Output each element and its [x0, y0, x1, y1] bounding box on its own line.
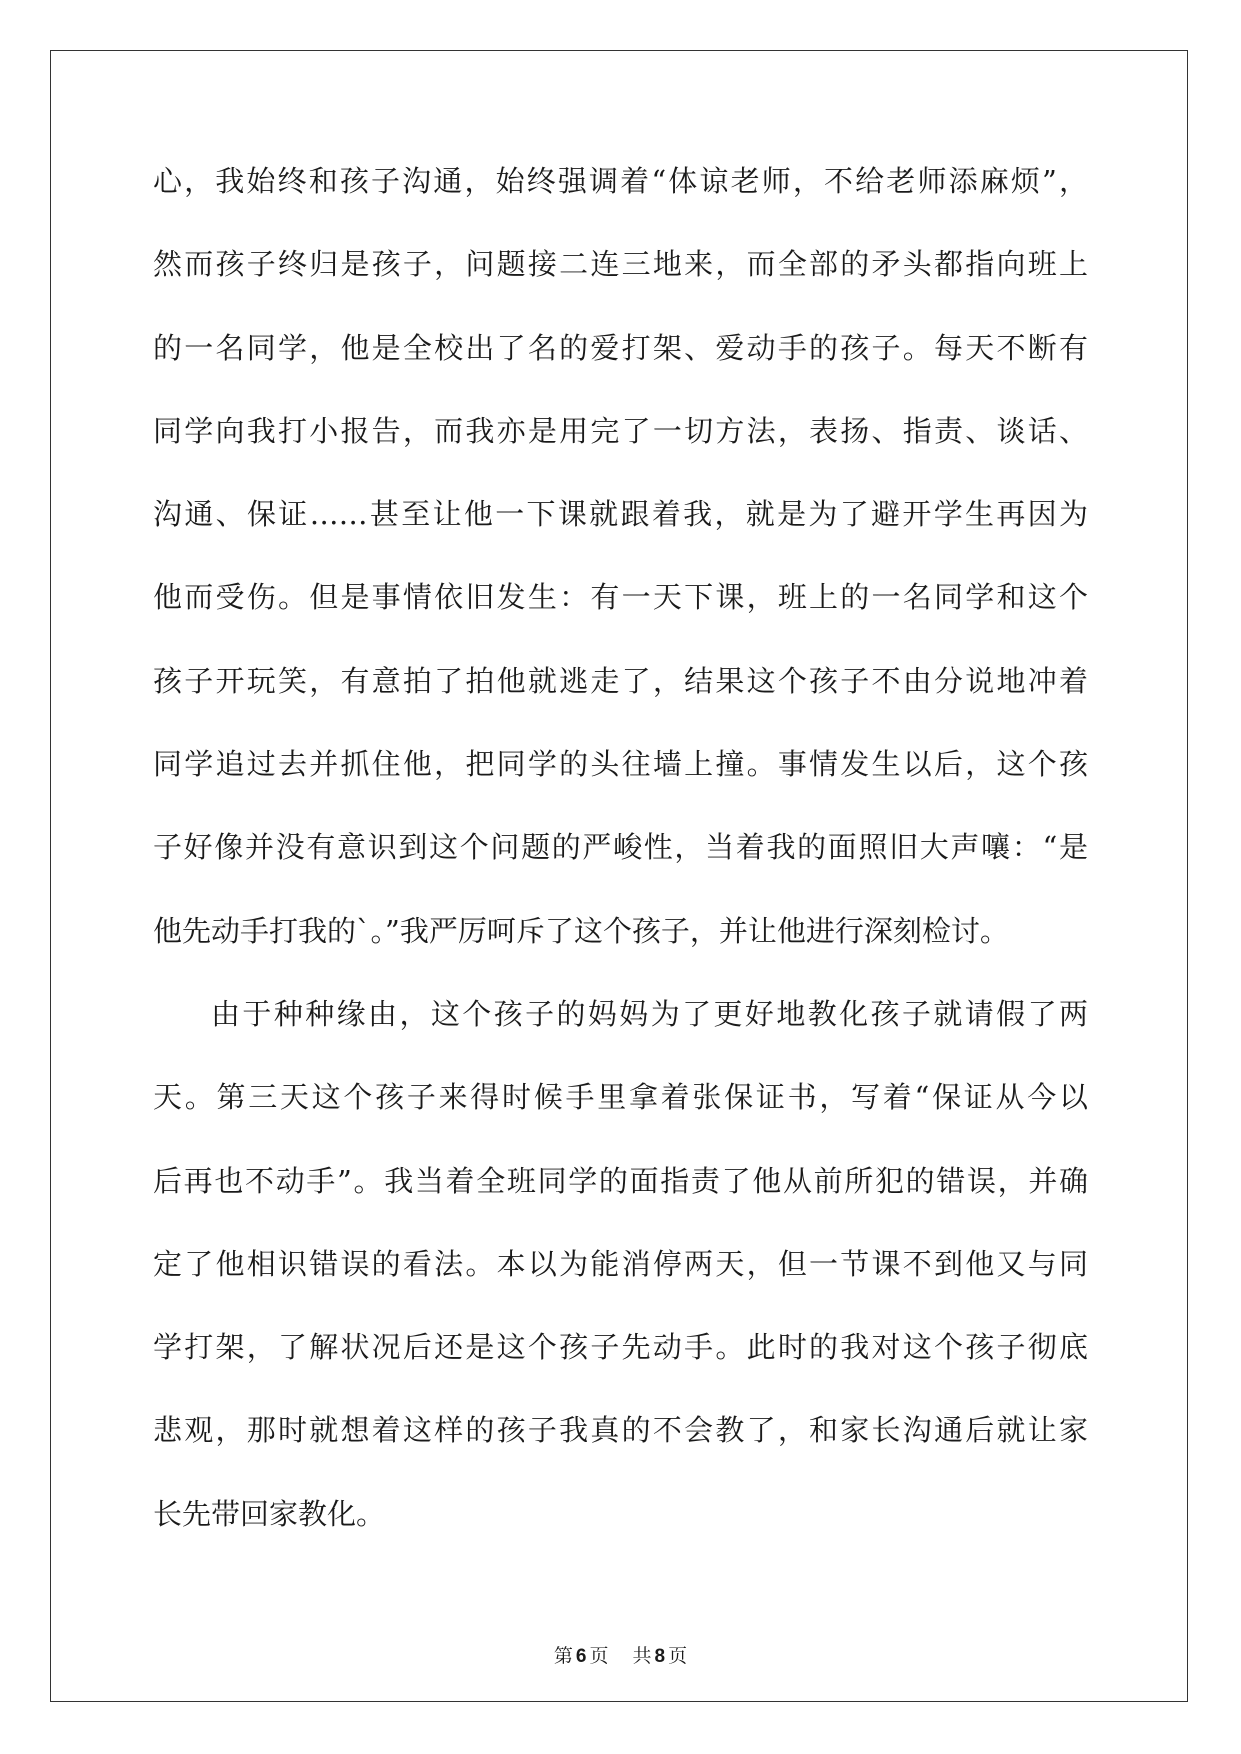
- paragraph-first-line: 由于种种缘由，这个孩子的妈妈为了更好地教化孩子就请假了两: [211, 996, 1088, 1031]
- text-line: 的一名同学，他是全校出了名的爱打架、爱动手的孩子。每天不断有: [153, 330, 1088, 365]
- footer-total-suffix: 页: [668, 1645, 688, 1667]
- text-line: 心，我始终和孩子沟通，始终强调着“体谅老师，不给老师添麻烦”，: [153, 164, 1088, 198]
- text-line: 然而孩子终归是孩子，问题接二连三地来，而全部的矛头都指向班上: [153, 247, 1088, 282]
- text-line: 悲观，那时就想着这样的孩子我真的不会教了，和家长沟通后就让家: [153, 1413, 1088, 1448]
- current-page-number: 6: [575, 1646, 587, 1667]
- text-line: 定了他相识错误的看法。本以为能消停两天，但一节课不到他又与同: [153, 1246, 1088, 1281]
- total-page-count: 8: [654, 1646, 666, 1667]
- text-line: 后再也不动手”。我当着全班同学的面指责了他从前所犯的错误，并确: [153, 1163, 1088, 1198]
- footer-page-suffix: 页: [589, 1645, 609, 1667]
- footer-total-prefix: 共: [632, 1645, 652, 1667]
- text-line: 学打架，了解状况后还是这个孩子先动手。此时的我对这个孩子彻底: [153, 1330, 1088, 1365]
- text-line: 他而受伤。但是事情依旧发生：有一天下课，班上的一名同学和这个: [153, 580, 1088, 615]
- text-line: 天。第三天这个孩子来得时候手里拿着张保证书，写着“保证从今以: [153, 1080, 1088, 1115]
- text-line: 沟通、保证……甚至让他一下课就跟着我，就是为了避开学生再因为: [153, 497, 1088, 532]
- document-body: [153, 140, 1088, 1556]
- footer-prefix: 第: [553, 1645, 573, 1667]
- text-line: 同学追过去并抓住他，把同学的头往墙上撞。事情发生以后，这个孩: [153, 747, 1088, 782]
- text-line: 同学向我打小报告，而我亦是用完了一切方法，表扬、指责、谈话、: [153, 413, 1088, 448]
- page-footer: [0, 1644, 1241, 1669]
- text-line: 长先带回家教化。: [153, 1496, 386, 1531]
- text-line: 子好像并没有意识到这个问题的严峻性，当着我的面照旧大声嚷：“是: [153, 830, 1088, 865]
- text-line: 孩子开玩笑，有意拍了拍他就逃走了，结果这个孩子不由分说地冲着: [153, 663, 1088, 698]
- text-line: 他先动手打我的`。”我严厉呵斥了这个孩子，并让他进行深刻检讨。: [153, 913, 1009, 948]
